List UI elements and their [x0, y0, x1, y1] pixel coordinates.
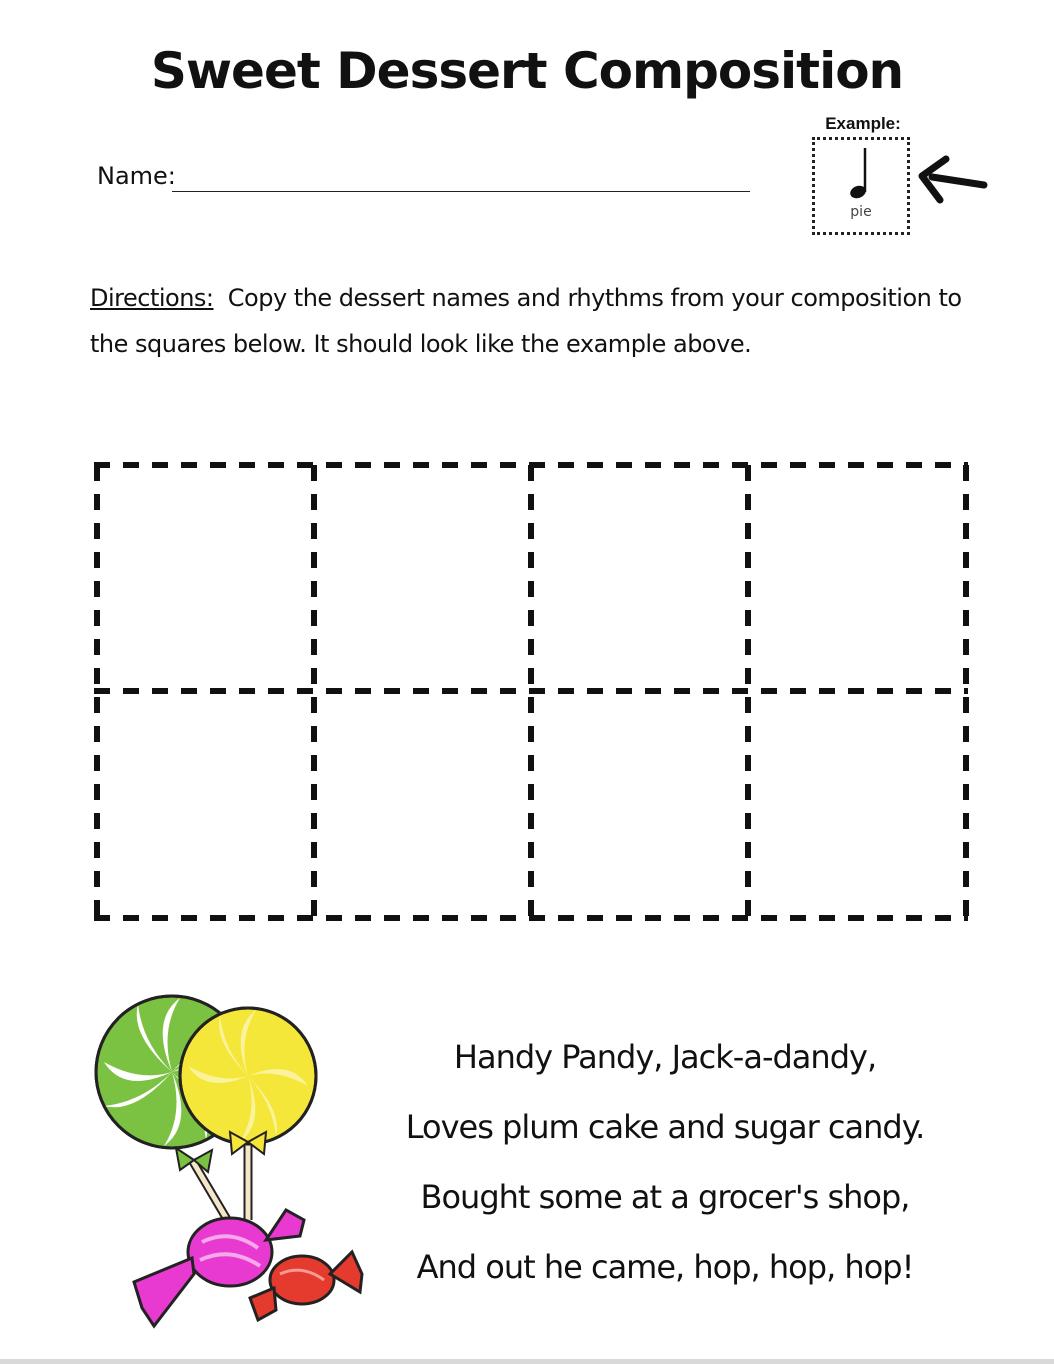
name-label: Name: [97, 162, 176, 190]
lollipop-and-candy-icon [90, 990, 370, 1345]
directions-text: Copy the dessert names and rhythms from your composition to the squares below. It should look like the example above. [90, 284, 962, 358]
composition-box[interactable] [751, 694, 963, 915]
poem-line: Handy Pandy, Jack-a-dandy, [453, 1038, 877, 1076]
page-bottom-edge [0, 1359, 1054, 1364]
nursery-rhyme [370, 1022, 960, 1302]
composition-box[interactable] [534, 694, 745, 915]
composition-box[interactable] [751, 468, 963, 688]
example-word: pie [850, 204, 872, 220]
composition-box[interactable] [100, 694, 311, 915]
directions-label: Directions: [90, 284, 214, 312]
composition-box[interactable] [317, 694, 528, 915]
page-title: Sweet Dessert Composition [150, 42, 904, 100]
composition-box[interactable] [534, 468, 745, 688]
example-label: Example: [825, 114, 901, 133]
composition-box[interactable] [100, 468, 311, 688]
poem-line: And out he came, hop, hop, hop! [416, 1248, 914, 1286]
composition-box[interactable] [317, 468, 528, 688]
poem-line: Bought some at a grocer's shop, [420, 1178, 910, 1216]
poem-line: Loves plum cake and sugar candy. [405, 1108, 925, 1146]
